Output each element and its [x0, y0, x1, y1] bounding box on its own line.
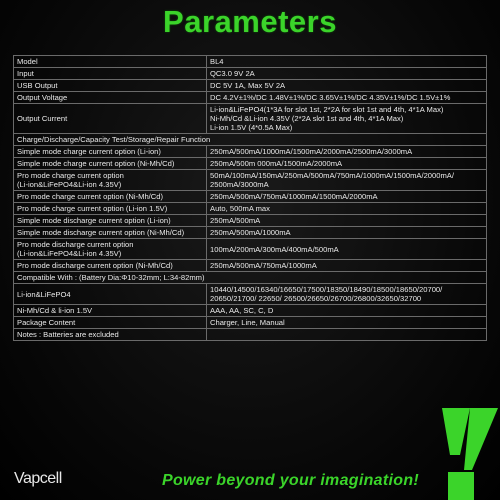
- param-key-cell: Li-ion&LiFePO4: [14, 284, 207, 305]
- table-row: [14, 134, 487, 146]
- brand-logo: [14, 470, 62, 488]
- param-key-cell: Simple mode charge current option (Ni-Mh/Cd): [14, 158, 207, 170]
- param-value-cell: QC3.0 9V 2A: [207, 68, 487, 80]
- table-row: [14, 329, 487, 341]
- param-value-cell: 250mA/500mA: [207, 215, 487, 227]
- param-value-cell: DC 5V 1A, Max 5V 2A: [207, 80, 487, 92]
- param-key-cell: Model: [14, 56, 207, 68]
- param-value-cell: 100mA/200mA/300mA/400mA/500mA: [207, 239, 487, 260]
- parameters-table-body: [14, 56, 487, 341]
- slogan: Power beyond your imagination!: [162, 472, 420, 489]
- param-key-cell: Simple mode discharge current option (Ni-Mh/Cd): [14, 227, 207, 239]
- table-row: [14, 80, 487, 92]
- param-value-cell: 250mA/500m 000mA/1500mA/2000mA: [207, 158, 487, 170]
- param-value-cell: [207, 329, 487, 341]
- section-header-cell: Compatible With : (Battery Dia:Φ10-32mm; L:34-82mm): [14, 272, 487, 284]
- param-key-cell: Pro mode discharge current option (Ni-Mh/Cd): [14, 260, 207, 272]
- param-key-cell: Output Voltage: [14, 92, 207, 104]
- table-row: [14, 203, 487, 215]
- param-value-cell: 250mA/500mA/1000mA/1500mA/2000mA/2500mA/3000mA: [207, 146, 487, 158]
- table-row: [14, 146, 487, 158]
- table-row: [14, 317, 487, 329]
- param-value-cell: Li-ion&LiFePO4(1*3A for slot 1st, 2*2A for slot 1st and 4th, 4*1A Max) Ni-Mh/Cd &Li-ion 4.35V (2*2A slot 1st and 4th, 4*1A Max) Li-ion 1.5V (4*0.5A Max): [207, 104, 487, 134]
- param-key-cell: Output Current: [14, 104, 207, 134]
- table-row: [14, 272, 487, 284]
- param-value-cell: DC 4.2V±1%/DC 1.48V±1%/DC 3.65V±1%/DC 4.35V±1%/DC 1.5V±1%: [207, 92, 487, 104]
- param-value-cell: AAA, AA, SC, C, D: [207, 305, 487, 317]
- table-row: [14, 227, 487, 239]
- parameters-table: [13, 55, 487, 341]
- brand-v-icon: [420, 400, 500, 500]
- table-row: [14, 170, 487, 191]
- table-row: [14, 305, 487, 317]
- table-row: [14, 92, 487, 104]
- param-key-cell: Pro mode discharge current option (Li-ion&LiFePO4&Li-ion 4.35V): [14, 239, 207, 260]
- param-key-cell: Simple mode discharge current option (Li-ion): [14, 215, 207, 227]
- param-key-cell: Simple mode charge current option (Li-ion): [14, 146, 207, 158]
- table-row: [14, 239, 487, 260]
- param-value-cell: 50mA/100mA/150mA/250mA/500mA/750mA/1000mA/1500mA/2000mA/ 2500mA/3000mA: [207, 170, 487, 191]
- param-value-cell: Auto, 500mA max: [207, 203, 487, 215]
- param-value-cell: 250mA/500mA/750mA/1000mA/1500mA/2000mA: [207, 191, 487, 203]
- param-key-cell: Notes : Batteries are excluded: [14, 329, 207, 341]
- table-row: [14, 56, 487, 68]
- table-row: [14, 104, 487, 134]
- param-key-cell: Pro mode charge current option (Li-ion 1.5V): [14, 203, 207, 215]
- table-row: [14, 158, 487, 170]
- section-header-cell: Charge/Discharge/Capacity Test/Storage/Repair Function: [14, 134, 487, 146]
- table-row: [14, 215, 487, 227]
- param-value-cell: 250mA/500mA/1000mA: [207, 227, 487, 239]
- table-row: [14, 191, 487, 203]
- param-key-cell: Input: [14, 68, 207, 80]
- brand-logo-text: Vapcell: [14, 470, 62, 487]
- table-row: [14, 260, 487, 272]
- param-value-cell: Charger, Line, Manual: [207, 317, 487, 329]
- param-value-cell: 10440/14500/16340/16650/17500/18350/18490/18500/18650/20700/ 20650/21700/ 22650/ 26500/26650/26700/26800/32650/32700: [207, 284, 487, 305]
- table-row: [14, 284, 487, 305]
- param-key-cell: Package Content: [14, 317, 207, 329]
- param-value-cell: 250mA/500mA/750mA/1000mA: [207, 260, 487, 272]
- param-key-cell: USB Output: [14, 80, 207, 92]
- param-key-cell: Pro mode charge current option (Li-ion&LiFePO4&Li-ion 4.35V): [14, 170, 207, 191]
- param-key-cell: Pro mode charge current option (Ni-Mh/Cd): [14, 191, 207, 203]
- table-row: [14, 68, 487, 80]
- param-key-cell: Ni-Mh/Cd & li-ion 1.5V: [14, 305, 207, 317]
- page-title: Parameters: [163, 4, 337, 39]
- param-value-cell: BL4: [207, 56, 487, 68]
